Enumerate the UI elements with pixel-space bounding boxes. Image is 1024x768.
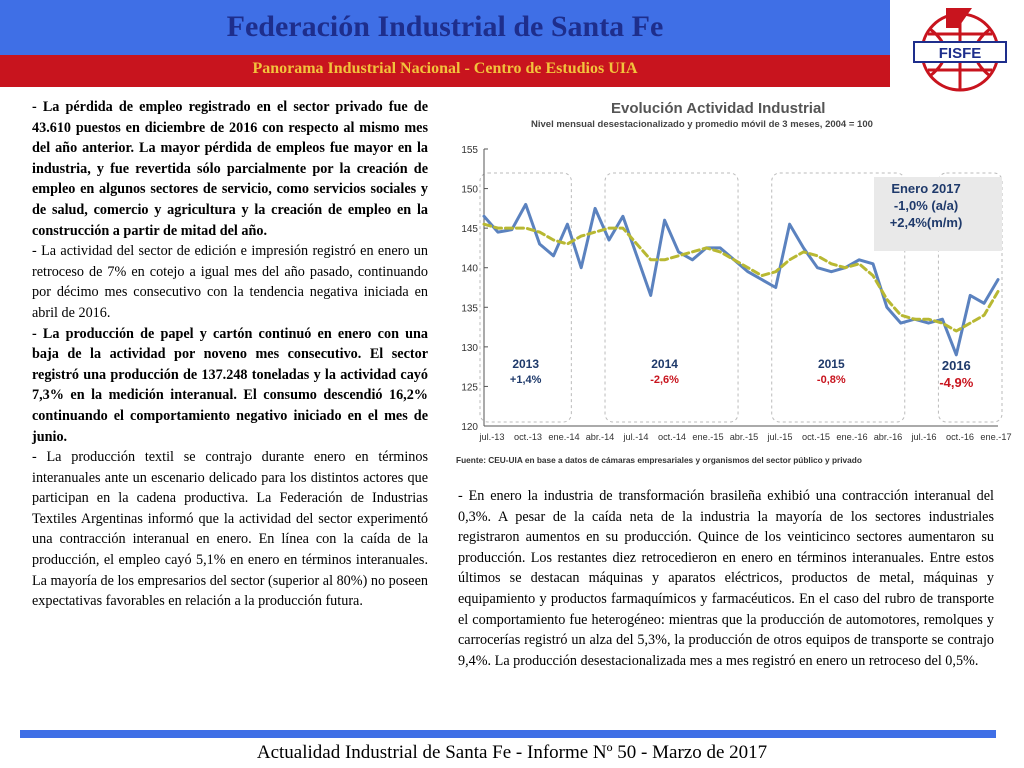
- x-tick-label: oct.-13: [513, 432, 543, 442]
- industrial-activity-chart: [446, 93, 1012, 473]
- footer-text: Actualidad Industrial de Santa Fe - Informe Nº 50 - Marzo de 2017: [256, 742, 768, 763]
- x-tick-label: jul.-16: [911, 432, 937, 442]
- x-tick-label: abr.-15: [729, 432, 759, 442]
- x-tick-label: abr.-14: [585, 432, 615, 442]
- left-paragraph-textile: - La producción textil se contrajo durante enero en términos interanuales ante un escenario delicado para los distintos actores que participan en la cadena productiva. La Federación de Industrias Textiles Argentinas informó que la actividad del sector experimentó una contracción interanual en enero. En línea con la caída de la producción, el empleo cayó 5,1% en enero en términos interanuales. La mayoría de los empresarios del sector (superior al 80%) no poseen expectativas favorables en relación a la producción futura.: [32, 449, 428, 610]
- x-tick-label: ene.-17: [980, 432, 1012, 442]
- x-tick-label: ene.-16: [836, 432, 868, 442]
- x-tick-label: oct.-14: [657, 432, 687, 442]
- y-tick-label: 120: [461, 422, 478, 433]
- x-tick-label: jul.-13: [479, 432, 505, 442]
- callout-line: -1,0% (a/a): [893, 198, 959, 213]
- left-paragraph-printing: - La actividad del sector de edición e impresión registró en enero un retroceso de 7% en cotejo a igual mes del año pasado, continuando por décimo mes consecutivo con la tendencia negativa iniciada en abril de 2016.: [32, 243, 428, 321]
- x-tick-label: jul.-14: [623, 432, 649, 442]
- left-column: [32, 97, 428, 612]
- page-subtitle: Panorama Industrial Nacional - Centro de Estudios UIA: [252, 60, 638, 77]
- x-tick-label: jul.-15: [767, 432, 793, 442]
- year-label: 2015: [817, 357, 845, 371]
- chart-title: Evolución Actividad Industrial: [611, 100, 826, 117]
- y-tick-label: 125: [461, 382, 478, 394]
- year-change-label: -2,6%: [650, 374, 679, 386]
- chart-source: Fuente: CEU-UIA en base a datos de cámaras empresariales y organismos del sector público y privado: [456, 455, 862, 465]
- y-tick-label: 135: [461, 303, 478, 315]
- left-paragraph-employment: - La pérdida de empleo registrado en el sector privado fue de 43.610 puestos en diciembre de 2016 con respecto al mismo mes del año anterior. La mayor pérdida de empleos fue mayor en la industria, y fue revertida sólo parcialmente por la creación de empleo en algunos sectores de servicio, como servicios sociales y de salud, comercio y agricultura y la creación de empleo en la construcción a partir de mitad del año.: [32, 99, 428, 239]
- x-tick-label: abr.-16: [873, 432, 903, 442]
- right-column: [458, 486, 994, 671]
- left-paragraph-paper: - La producción de papel y cartón continuó en enero con una baja de la actividad por noveno mes consecutivo. El sector registró una producción de 137.248 toneladas y la actividad cayó 7,3% en la medición interanual. El consumo descendió 16,2% continuando el comportamiento negativo iniciado en el mes de junio.: [32, 325, 428, 445]
- page-title: Federación Industrial de Santa Fe: [226, 10, 664, 43]
- y-tick-label: 150: [461, 184, 478, 196]
- year-change-label: +1,4%: [509, 374, 542, 386]
- callout-line: Enero 2017: [891, 181, 961, 196]
- year-label: 2014: [651, 357, 678, 371]
- year-change-label: -4,9%: [939, 375, 974, 390]
- logo-text: FISFE: [938, 45, 982, 62]
- callout-line: +2,4%(m/m): [889, 215, 963, 230]
- year-label: 2013: [512, 357, 540, 371]
- chart-subtitle: Nivel mensual desestacionalizado y promedio móvil de 3 meses, 2004 = 100: [531, 119, 873, 130]
- y-tick-label: 140: [461, 263, 478, 275]
- right-paragraph-brazil: - En enero la industria de transformación brasileña exhibió una contracción interanual del 0,3%. A pesar de la caída neta de la industria la mayoría de los sectores industriales registraron aumentos en su producción. Quince de los veinticinco sectores aumentaron su producción. Los restantes diez retrocedieron en enero en términos interanuales. Entre estos últimos se destacan máquinas y aparatos eléctricos, productos de metal, máquinas y equipamiento y productos farmaquímicos y farmacéuticos. En el caso del rubro de transporte el comportamiento fue heterogéneo: mientras que la producción de automotores, remolques y carrocerías registró un alza del 5,3%, la producción de otros equipos de transporte se contrajo 9,4%. La producción desestacionalizada mes a mes registró en enero un retroceso del 0,5%.: [458, 488, 994, 669]
- x-tick-label: ene.-15: [692, 432, 724, 442]
- y-tick-label: 130: [461, 342, 478, 354]
- footer-blue-band: [20, 730, 996, 738]
- x-tick-label: oct.-16: [945, 432, 975, 442]
- fisfe-logo: [900, 4, 1020, 96]
- x-tick-label: oct.-15: [801, 432, 831, 442]
- y-tick-label: 145: [461, 224, 478, 236]
- year-change-label: -0,8%: [816, 374, 846, 386]
- y-tick-label: 155: [461, 145, 478, 156]
- x-tick-label: ene.-14: [548, 432, 580, 442]
- year-label: 2016: [941, 358, 971, 373]
